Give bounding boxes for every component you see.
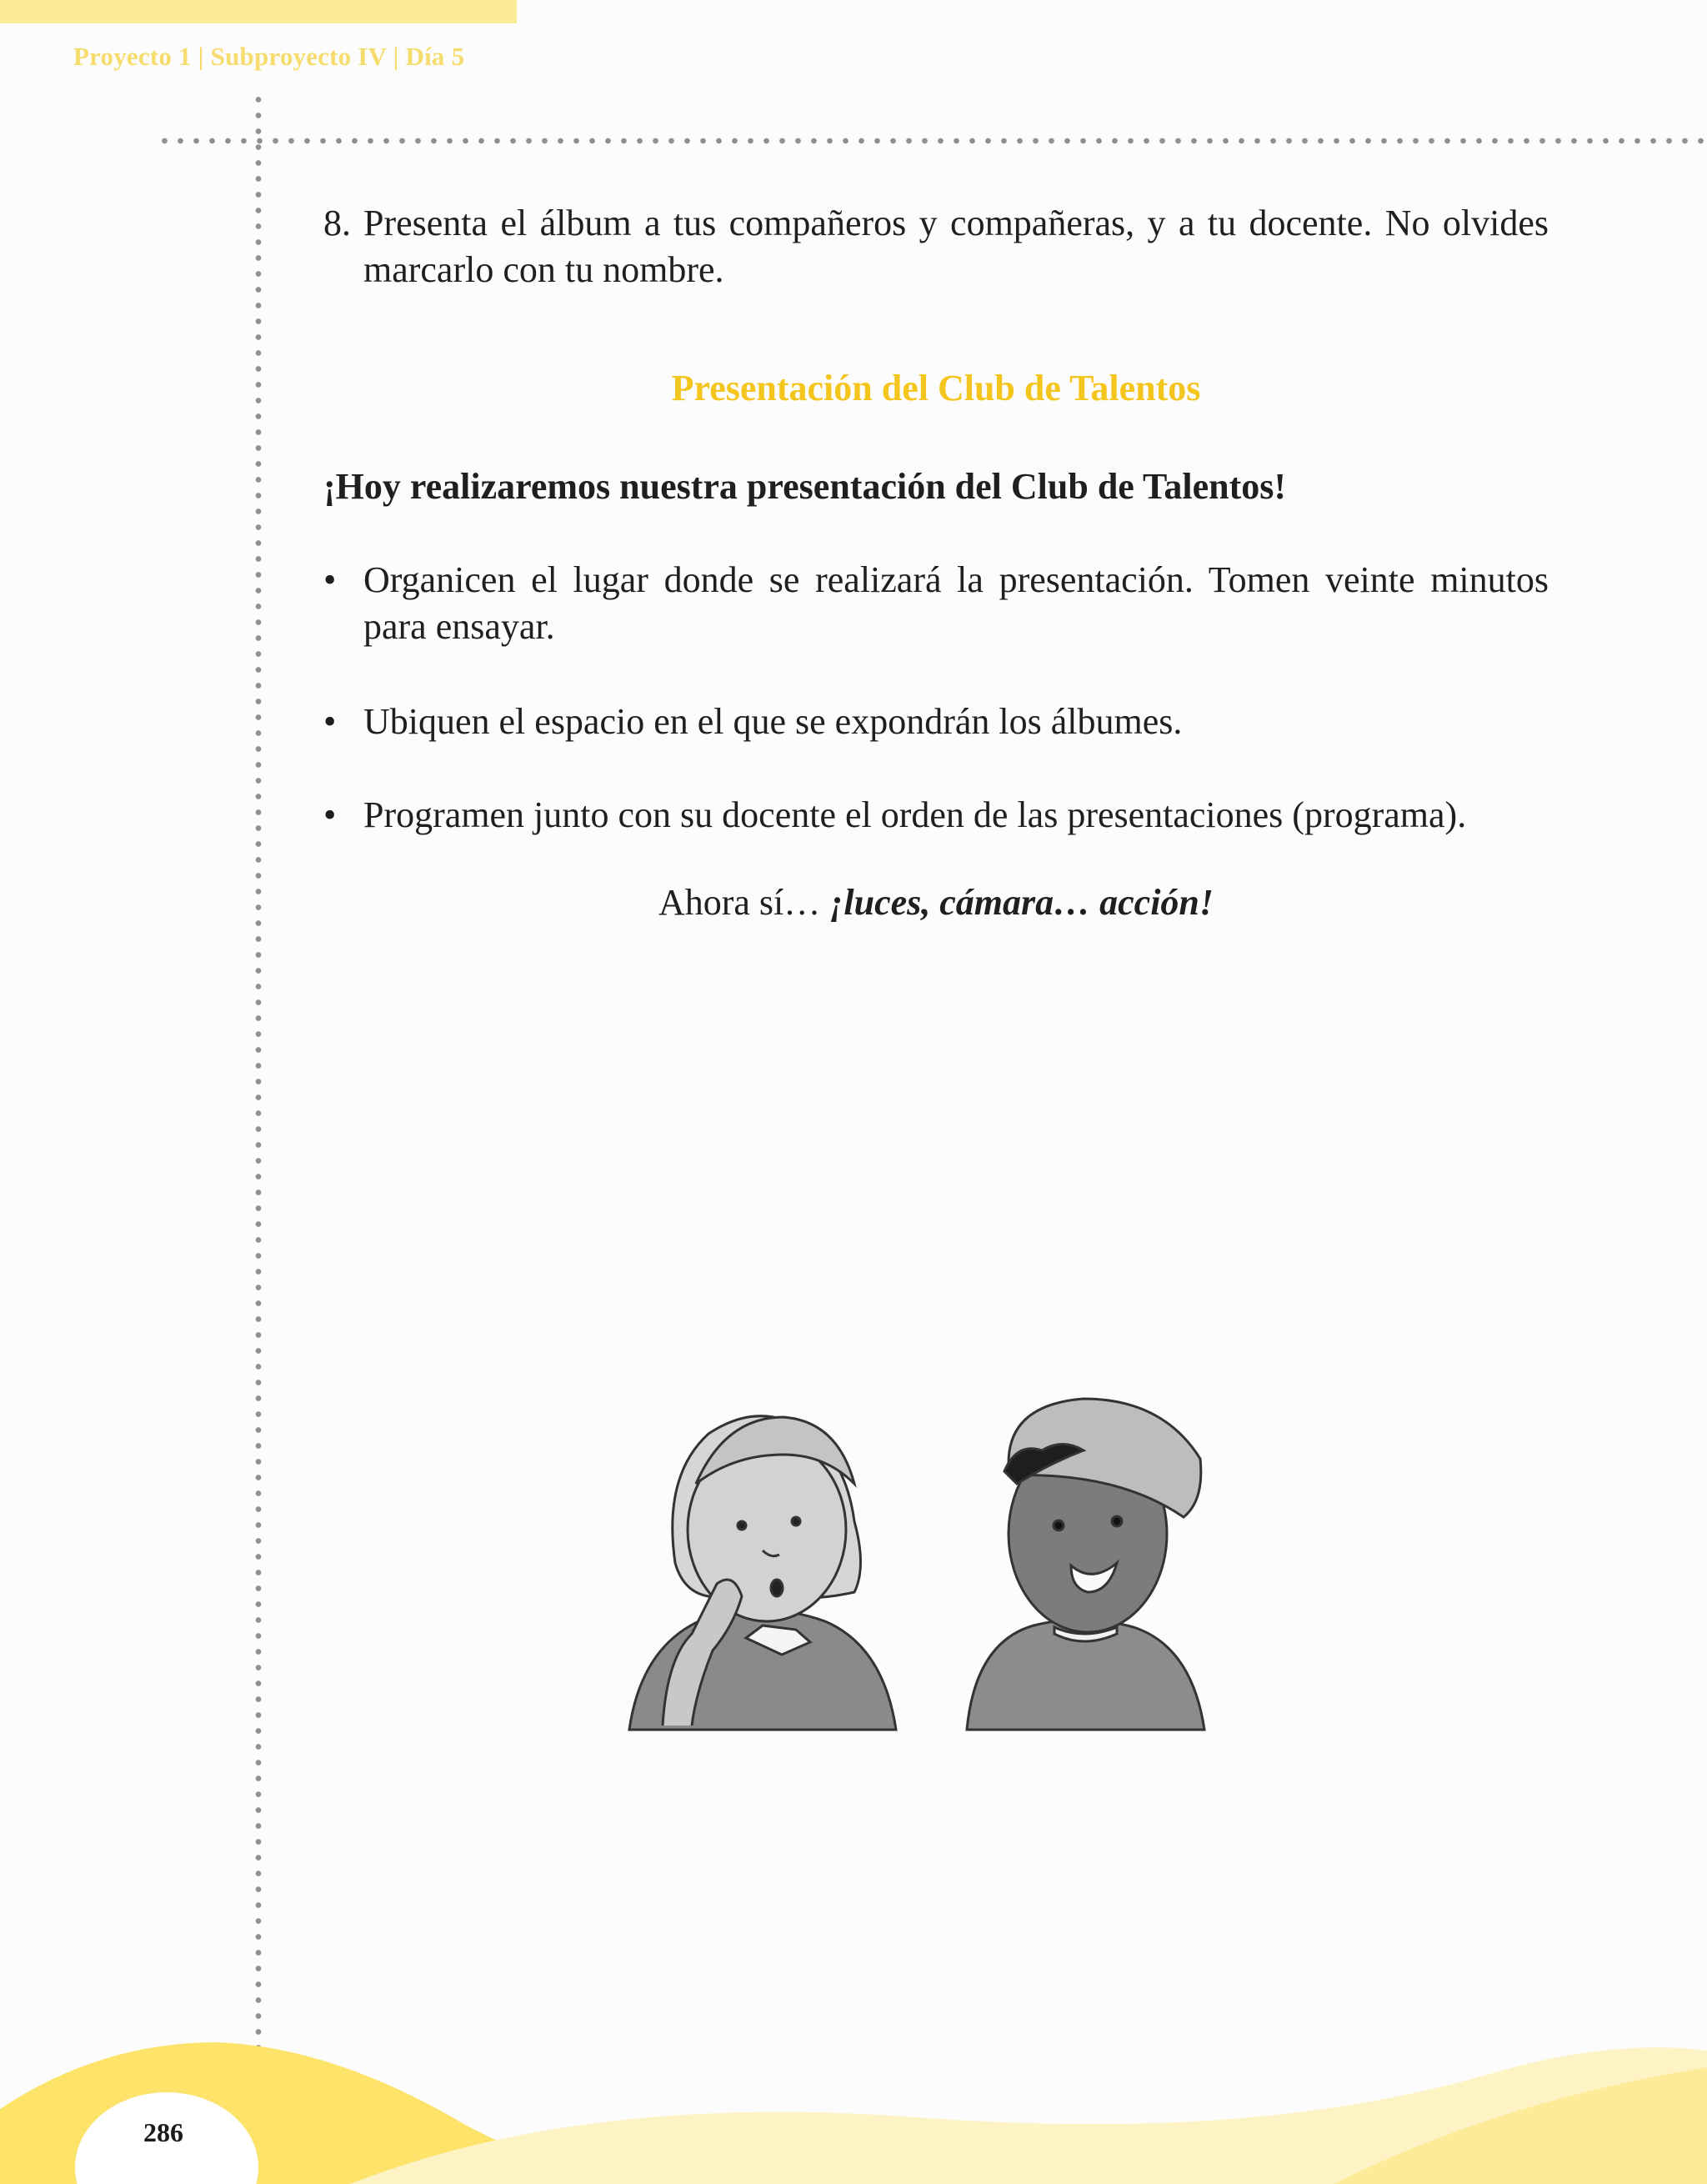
dotted-divider-vertical xyxy=(255,92,262,2076)
girl-figure xyxy=(629,1416,896,1730)
list-item xyxy=(323,792,1549,839)
list-item xyxy=(323,699,1549,745)
bullet-icon: • xyxy=(323,794,337,835)
footer-wave xyxy=(0,1984,1707,2184)
step-number: 8. xyxy=(323,203,351,243)
running-head: Proyecto 1 | Subproyecto IV | Día 5 xyxy=(73,42,465,71)
bullet-text: Ubiquen el espacio en el que se expondrán los álbumes. xyxy=(363,701,1183,742)
bullet-icon: • xyxy=(323,701,337,742)
closing-emphasis: ¡luces, cámara… acción! xyxy=(829,882,1214,923)
children-illustration xyxy=(617,1384,1217,1742)
dotted-divider-horizontal xyxy=(157,138,1707,144)
section-intro: ¡Hoy realizaremos nuestra presentación del Club de Talentos! xyxy=(323,466,1286,507)
step-8 xyxy=(323,200,1549,293)
step-8-text: Presenta el álbum a tus compañeros y compañeras, y a tu docente. No olvides marcarlo con tu nombre. xyxy=(363,203,1549,290)
bullet-icon: • xyxy=(323,559,337,600)
closing-line xyxy=(323,881,1549,924)
bullet-text: Programen junto con su docente el orden de las presentaciones (programa). xyxy=(363,794,1467,835)
boy-figure xyxy=(967,1399,1204,1730)
list-item xyxy=(323,557,1549,650)
closing-plain: Ahora sí… xyxy=(658,882,830,923)
bullet-text: Organicen el lugar donde se realizará la presentación. Tomen veinte minutos para ensayar. xyxy=(363,559,1549,647)
header-bar xyxy=(0,0,517,23)
page-number: 286 xyxy=(143,2117,183,2147)
section-title: Presentación del Club de Talentos xyxy=(671,368,1201,408)
